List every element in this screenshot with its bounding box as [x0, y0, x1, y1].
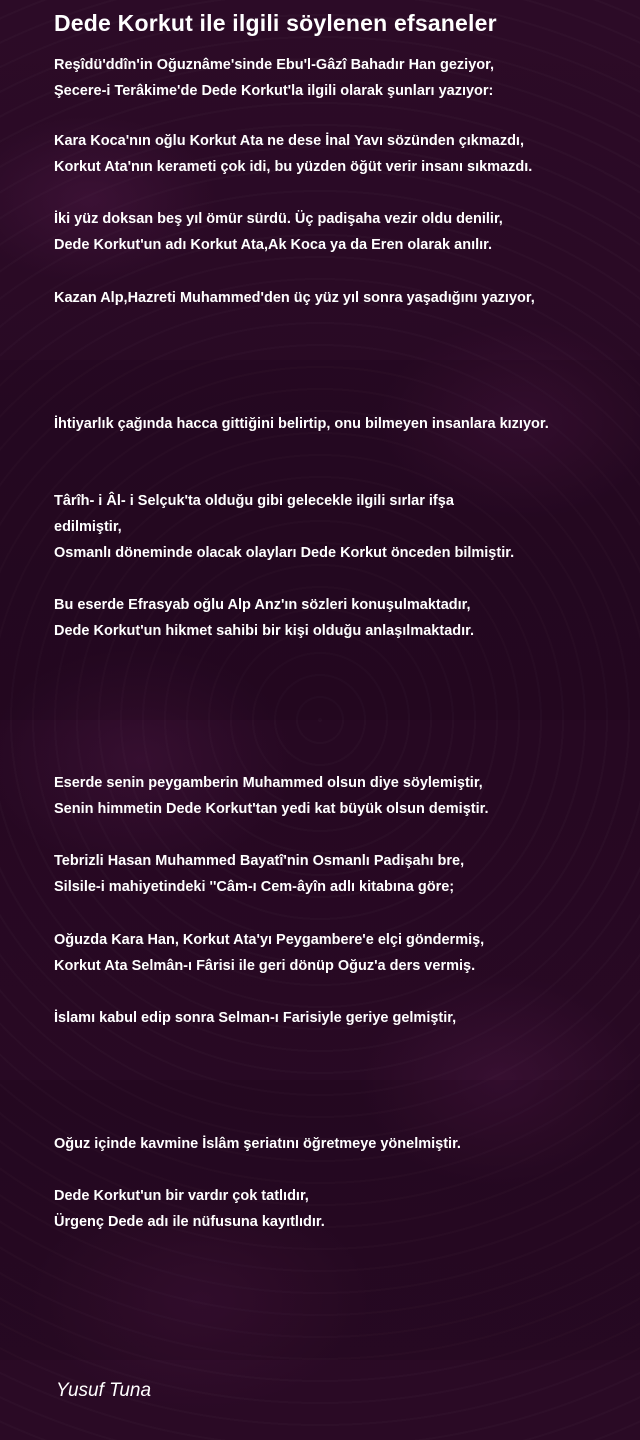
poem-line: Dede Korkut'un bir vardır çok tatlıdır,	[54, 1188, 309, 1204]
stanza	[54, 411, 554, 437]
poem-line: Kara Koca'nın oğlu Korkut Ata ne dese İnal Yavı sözünden çıkmazdı,	[54, 133, 524, 149]
poem-line: Oğuzda Kara Han, Korkut Ata'yı Peygambere'e elçi göndermiş,	[54, 932, 485, 948]
stanza	[54, 52, 614, 104]
stanza	[54, 927, 614, 979]
poem-line: Şecere-i Terâkime'de Dede Korkut'la ilgili olarak şunları yazıyor:	[54, 83, 494, 99]
poem-line: Târîh- i Âl- i Selçuk'ta olduğu gibi gelecekle ilgili sırlar ifşa edilmiştir,	[54, 493, 454, 535]
stanza	[54, 770, 614, 822]
poem-line: İhtiyarlık çağında hacca gittiğini belirtip, onu bilmeyen insanlara kızıyor.	[54, 416, 549, 432]
poem-line: Eserde senin peygamberin Muhammed olsun diye söylemiştir,	[54, 775, 483, 791]
poem-line: Osmanlı döneminde olacak olayları Dede Korkut önceden bilmiştir.	[54, 545, 515, 561]
stanza	[54, 206, 614, 258]
author-name: Yusuf Tuna	[56, 1380, 152, 1401]
poem-line: Oğuz içinde kavmine İslâm şeriatını öğretmeye yönelmiştir.	[54, 1136, 461, 1152]
stanza	[54, 1183, 614, 1235]
poem-line: Korkut Ata Selmân-ı Fârisi ile geri dönüp Oğuz'a ders vermiş.	[54, 958, 476, 974]
poem-line: Ürgenç Dede adı ile nüfusuna kayıtlıdır.	[54, 1214, 325, 1230]
poem-line: Silsile-i mahiyetindeki ''Câm-ı Cem-âyîn adlı kitabına göre;	[54, 879, 455, 895]
stanza	[54, 1005, 614, 1031]
poem-title: Dede Korkut ile ilgili söylenen efsaneler	[54, 10, 497, 36]
poem-line: Tebrizli Hasan Muhammed Bayatî'nin Osmanlı Padişahı bre,	[54, 853, 465, 869]
poem-line: İslamı kabul edip sonra Selman-ı Farisiyle geriye gelmiştir,	[54, 1010, 457, 1026]
poem-line: Dede Korkut'un adı Korkut Ata,Ak Koca ya da Eren olarak anılır.	[54, 237, 493, 253]
stanza	[54, 285, 614, 311]
stanza	[54, 1131, 614, 1157]
poem-line: İki yüz doksan beş yıl ömür sürdü. Üç padişaha vezir oldu denilir,	[54, 211, 503, 227]
stanza	[54, 128, 614, 180]
stanza	[54, 592, 614, 644]
poem-line: Korkut Ata'nın kerameti çok idi, bu yüzden öğüt verir insanı sıkmazdı.	[54, 159, 533, 175]
poem-line: Kazan Alp,Hazreti Muhammed'den üç yüz yıl sonra yaşadığını yazıyor,	[54, 290, 535, 306]
poem-line: Reşîdü'ddîn'in Oğuznâme'sinde Ebu'l-Gâzî Bahadır Han geziyor,	[54, 57, 494, 73]
poem-line: Bu eserde Efrasyab oğlu Alp Anz'ın sözleri konuşulmaktadır,	[54, 597, 471, 613]
stanza	[54, 488, 524, 566]
stanza	[54, 848, 614, 900]
poem-line: Senin himmetin Dede Korkut'tan yedi kat büyük olsun demiştir.	[54, 801, 489, 817]
poem-line: Dede Korkut'un hikmet sahibi bir kişi olduğu anlaşılmaktadır.	[54, 623, 475, 639]
